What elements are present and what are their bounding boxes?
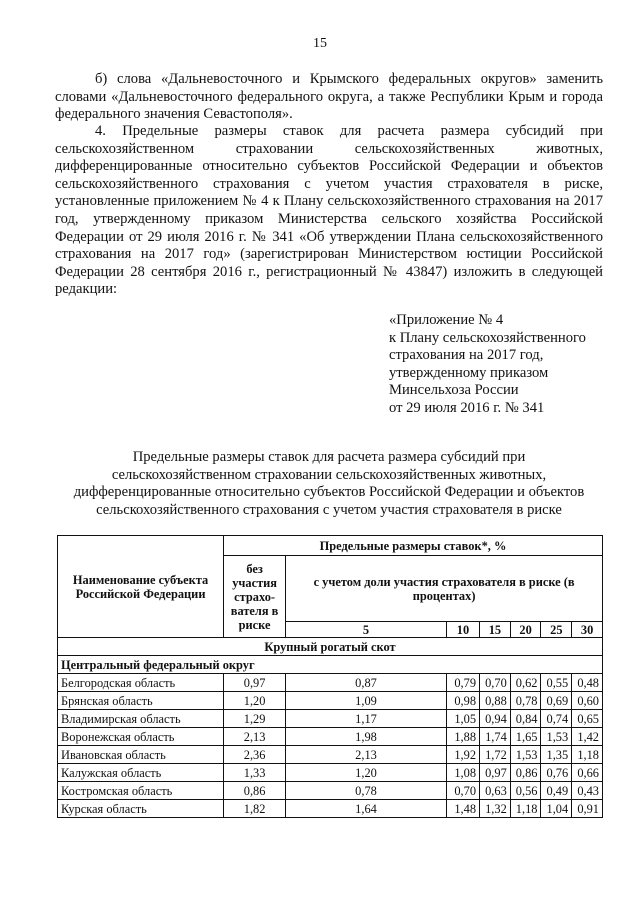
rate-cell-30: 0,60 bbox=[572, 692, 603, 710]
appendix-line: страхования на 2017 год, bbox=[389, 347, 544, 364]
region-name-cell: Калужская область bbox=[58, 764, 224, 782]
rate-cell-10: 0,98 bbox=[446, 692, 479, 710]
rate-cell-15: 0,88 bbox=[480, 692, 511, 710]
table-body bbox=[58, 674, 603, 818]
table-row bbox=[58, 692, 603, 710]
rate-cell-20: 1,65 bbox=[510, 728, 541, 746]
rate-cell-20: 0,62 bbox=[510, 674, 541, 692]
section-heading: Крупный рогатый скот bbox=[58, 638, 603, 656]
rate-cell-15: 1,32 bbox=[480, 800, 511, 818]
region-name-cell: Ивановская область bbox=[58, 746, 224, 764]
rate-cell-5: 1,98 bbox=[286, 728, 447, 746]
rate-cell-15: 0,63 bbox=[480, 782, 511, 800]
header-share: 5 bbox=[286, 622, 447, 638]
rate-cell-10: 1,05 bbox=[446, 710, 479, 728]
district-heading: Центральный федеральный округ bbox=[58, 656, 603, 674]
table-row bbox=[58, 800, 603, 818]
rate-cell-20: 0,86 bbox=[510, 764, 541, 782]
appendix-line: Минсельхоза России bbox=[389, 382, 519, 399]
rate-cell-25: 0,55 bbox=[541, 674, 572, 692]
paragraph-4 bbox=[55, 123, 603, 299]
region-name-cell: Воронежская область bbox=[58, 728, 224, 746]
region-name-cell: Белгородская область bbox=[58, 674, 224, 692]
rate-cell-no-participation: 1,33 bbox=[224, 764, 286, 782]
table-title-line: Предельные размеры ставок для расчета размера субсидий при bbox=[132, 449, 526, 465]
rate-cell-15: 0,94 bbox=[480, 710, 511, 728]
rates-table bbox=[57, 535, 603, 818]
rate-cell-10: 1,48 bbox=[446, 800, 479, 818]
rate-cell-20: 0,84 bbox=[510, 710, 541, 728]
rate-cell-15: 1,72 bbox=[480, 746, 511, 764]
table-row bbox=[58, 674, 603, 692]
region-name-cell: Брянская область bbox=[58, 692, 224, 710]
rate-cell-20: 0,56 bbox=[510, 782, 541, 800]
rate-cell-no-participation: 0,86 bbox=[224, 782, 286, 800]
table-title-line: сельскохозяйственном страховании сельскохозяйственных животных, bbox=[111, 466, 547, 483]
rate-cell-15: 0,70 bbox=[480, 674, 511, 692]
paragraph-4-text: 4. Предельные размеры ставок для расчета размера субсидий при сельскохозяйственном страховании сельскохозяйственных животных, дифференцированные относительно субъектов Российской Федерации и объектов сельскохозяйственного страхования с учетом участия страхователя в риске, установленные приложением № 4 к Плану сельскохозяйственного страхования на 2017 год, утвержденному приказом Министерства сельского хозяйства Российской Федерации от 29 июля 2016 г. № 341 «Об утверждении Плана сельскохозяйственного страхования на 2017 год» (зарегистрирован Министерством юстиции Российской Федерации 28 сентября 2016 г., регистрационный № 43847) изложить в следующей редакции: bbox=[55, 123, 603, 298]
table-row bbox=[58, 764, 603, 782]
page-number: 15 bbox=[313, 36, 327, 51]
header-no-participation: без участия страхо-вателя в риске bbox=[224, 556, 286, 638]
header-share: 20 bbox=[510, 622, 541, 638]
header-share: 15 bbox=[480, 622, 511, 638]
rate-cell-5: 1,20 bbox=[286, 764, 447, 782]
header-share: 25 bbox=[541, 622, 572, 638]
header-with-participation: с учетом доли участия страхователя в риске (в процентах) bbox=[286, 556, 603, 622]
rate-cell-10: 0,79 bbox=[446, 674, 479, 692]
header-group: Предельные размеры ставок*, % bbox=[224, 536, 603, 556]
rate-cell-5: 0,78 bbox=[286, 782, 447, 800]
rate-cell-30: 0,66 bbox=[572, 764, 603, 782]
rate-cell-no-participation: 1,82 bbox=[224, 800, 286, 818]
paragraph-b-text: б) слова «Дальневосточного и Крымского федеральных округов» заменить словами «Дальневосточного федерального округа, а также Республики Крым и города федерального значения Севастополя». bbox=[55, 71, 603, 123]
rate-cell-25: 0,69 bbox=[541, 692, 572, 710]
rate-cell-5: 1,64 bbox=[286, 800, 447, 818]
rate-cell-no-participation: 2,13 bbox=[224, 728, 286, 746]
rate-cell-25: 0,76 bbox=[541, 764, 572, 782]
rate-cell-25: 0,74 bbox=[541, 710, 572, 728]
rate-cell-25: 1,35 bbox=[541, 746, 572, 764]
rate-cell-10: 0,70 bbox=[446, 782, 479, 800]
rate-cell-30: 0,43 bbox=[572, 782, 603, 800]
rate-cell-15: 1,74 bbox=[480, 728, 511, 746]
rate-cell-20: 1,53 bbox=[510, 746, 541, 764]
rate-cell-30: 1,18 bbox=[572, 746, 603, 764]
rate-cell-20: 1,18 bbox=[510, 800, 541, 818]
header-share: 10 bbox=[446, 622, 479, 638]
table-title bbox=[55, 449, 603, 519]
table-row bbox=[58, 782, 603, 800]
rate-cell-20: 0,78 bbox=[510, 692, 541, 710]
header-subject: Наименование субъекта Российской Федерации bbox=[58, 536, 224, 638]
rate-cell-5: 2,13 bbox=[286, 746, 447, 764]
rate-cell-no-participation: 0,97 bbox=[224, 674, 286, 692]
rate-cell-30: 1,42 bbox=[572, 728, 603, 746]
region-name-cell: Владимирская область bbox=[58, 710, 224, 728]
rate-cell-25: 0,49 bbox=[541, 782, 572, 800]
appendix-line: утвержденному приказом bbox=[389, 364, 549, 381]
region-name-cell: Курская область bbox=[58, 800, 224, 818]
region-name-cell: Костромская область bbox=[58, 782, 224, 800]
table-title-line: дифференцированные относительно субъектов Российской Федерации и объектов bbox=[73, 484, 585, 501]
rate-cell-no-participation: 1,20 bbox=[224, 692, 286, 710]
table-title-line: сельскохозяйственного страхования с учетом участия страхователя в риске bbox=[96, 501, 562, 518]
appendix-line: «Приложение № 4 bbox=[389, 312, 504, 328]
rate-cell-25: 1,53 bbox=[541, 728, 572, 746]
rate-cell-5: 0,87 bbox=[286, 674, 447, 692]
rate-cell-25: 1,04 bbox=[541, 800, 572, 818]
rate-cell-no-participation: 2,36 bbox=[224, 746, 286, 764]
rate-cell-30: 0,91 bbox=[572, 800, 603, 818]
appendix-line: от 29 июля 2016 г. № 341 bbox=[389, 399, 545, 416]
table-row bbox=[58, 746, 603, 764]
appendix-line: к Плану сельскохозяйственного bbox=[389, 329, 586, 346]
rate-cell-5: 1,17 bbox=[286, 710, 447, 728]
rate-cell-30: 0,48 bbox=[572, 674, 603, 692]
header-share: 30 bbox=[572, 622, 603, 638]
rate-cell-5: 1,09 bbox=[286, 692, 447, 710]
appendix-caption bbox=[389, 312, 619, 418]
table-row bbox=[58, 728, 603, 746]
rate-cell-10: 1,08 bbox=[446, 764, 479, 782]
rate-cell-15: 0,97 bbox=[480, 764, 511, 782]
rate-cell-10: 1,88 bbox=[446, 728, 479, 746]
rate-cell-10: 1,92 bbox=[446, 746, 479, 764]
rate-cell-no-participation: 1,29 bbox=[224, 710, 286, 728]
table-row bbox=[58, 710, 603, 728]
paragraph-b bbox=[55, 71, 603, 124]
rate-cell-30: 0,65 bbox=[572, 710, 603, 728]
